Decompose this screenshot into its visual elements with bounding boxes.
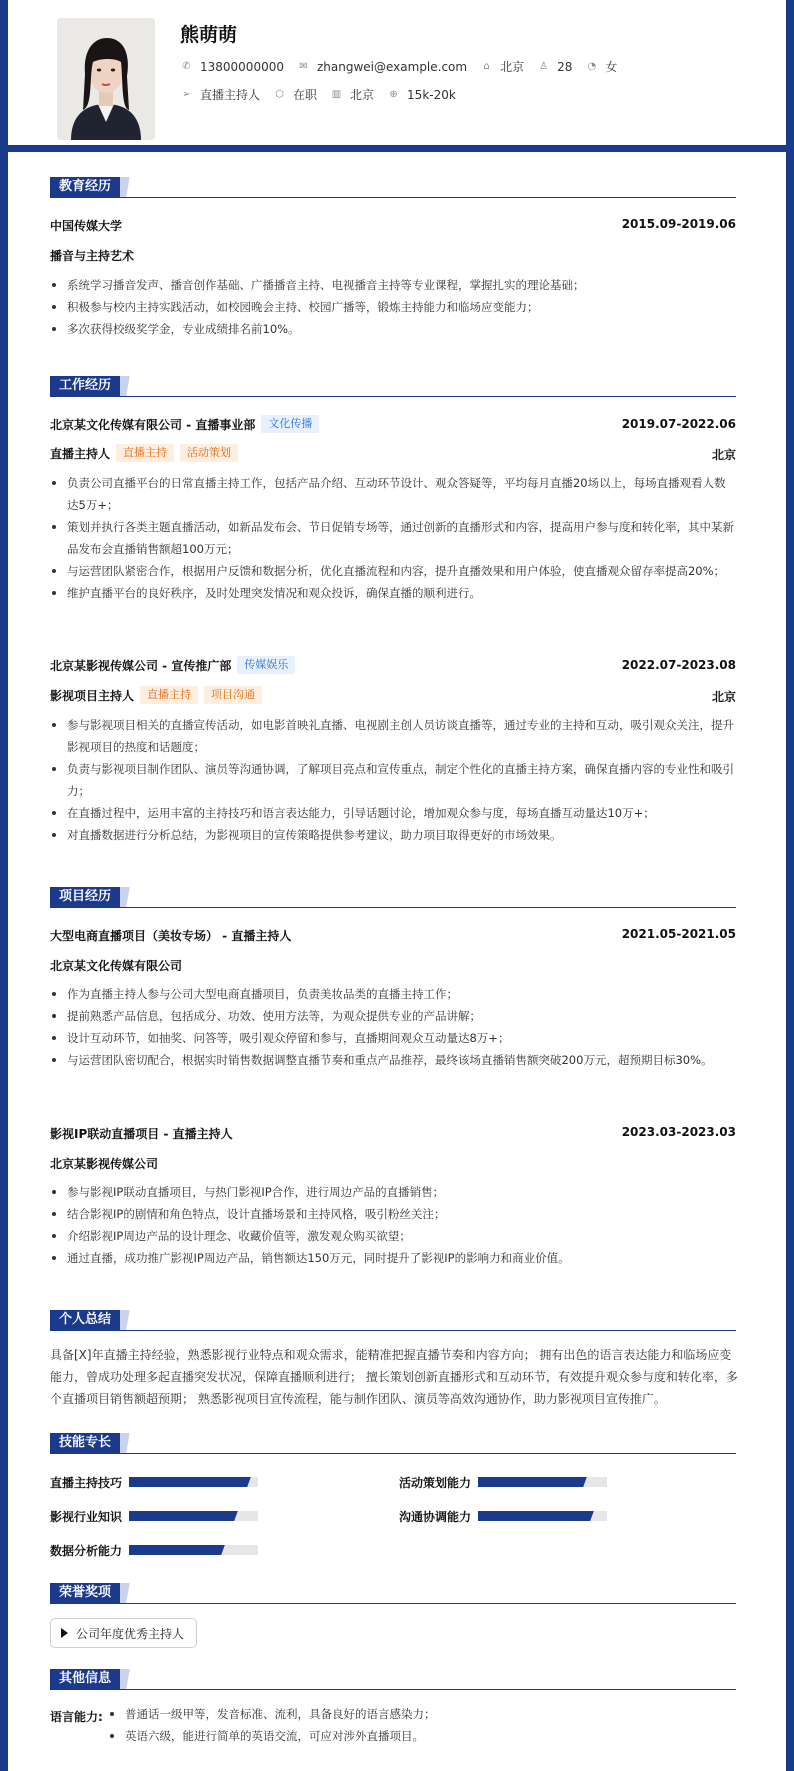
project-1-org: 北京某文化传媒有限公司 [50,959,183,973]
skill-bar-fill [129,1511,232,1521]
education-date: 2015.09-2019.06 [621,217,736,231]
section-work-header [50,375,736,397]
list-item: 设计互动环节，如抽奖、问答等，吸引观众停留和参与，直播期间观众互动量达8万+； [50,1027,736,1049]
list-item: 对直播数据进行分析总结，为影视项目的宣传策略提供参考建议，助力项目取得更好的市场效果。 [50,824,736,846]
project-2-title: 影视IP联动直播项目 - 直播主持人 [50,1127,233,1141]
section-title: 项目经历 [50,887,120,907]
skill-name: 沟通协调能力 [399,1510,472,1524]
header-band [0,0,794,152]
gender: 女 [605,60,618,74]
mail-icon: ✉ [299,61,308,72]
age: 28 [557,59,573,74]
skill-tag: 直播主持 [116,444,174,462]
work-2-city: 北京 [711,690,736,704]
home-icon: ⌂ [483,61,490,72]
skill-bar [129,1477,258,1487]
section-skills-header [50,1432,736,1454]
industry-tag: 传媒娱乐 [237,656,295,674]
candidate-name: 熊萌萌 [180,24,238,46]
gender-icon: ◔ [587,61,597,72]
section-title: 技能专长 [50,1433,120,1453]
work-2-bullets [50,714,736,846]
work-1-bullets [50,472,736,604]
section-project-header [50,886,736,908]
status-icon: ⬡ [275,89,284,100]
section-title: 教育经历 [50,177,120,197]
other-bullets [108,1703,728,1747]
education-bullets [50,274,736,340]
list-item: 与运营团队紧密合作，根据用户反馈和数据分析，优化直播流程和内容，提升直播效果和用户体验，使直播观众留存率提高20%； [50,560,736,582]
contact-row [180,58,630,75]
skill-bar [129,1545,258,1555]
work-1-company-row [50,415,319,433]
project-1-bullets [50,983,736,1071]
work-2-date: 2022.07-2023.08 [621,658,736,672]
skill-name: 影视行业知识 [50,1510,123,1524]
job-intent-row [180,86,469,103]
age-icon: ♙ [539,61,549,72]
building-icon: ▥ [331,89,342,100]
profile-photo [57,18,155,140]
summary-text: 具备[X]年直播主持经验，熟悉影视行业特点和观众需求，能精准把握直播节奏和内容方向； 拥有出色的语言表达能力和临场应变能力，曾成功处理多起直播突发状况，保障直播顺利进行； 擅长策划创新直播形式和互动环节，有效提升观众参与度和转化率，多个直播项目销售额超预期； 熟悉影视项目宣传流程，能与制作团队、演员等高效沟通协作，助力影视项目宣传推广。 [50,1348,738,1406]
skill-tag: 项目沟通 [204,686,262,704]
section-title: 其他信息 [50,1669,120,1689]
honor-label: 公司年度优秀主持人 [76,1626,185,1641]
list-item: 在直播过程中，运用丰富的主持技巧和语言表达能力，引导话题讨论，增加观众参与度，每场直播互动量达10万+； [50,802,736,824]
list-item: 系统学习播音发声、播音创作基础、广播播音主持、电视播音主持等专业课程，掌握扎实的理论基础； [50,274,736,296]
project-2-bullets [50,1181,736,1269]
section-honors-header [50,1582,736,1604]
role-title: 直播主持人 [50,446,111,461]
list-item: 提前熟悉产品信息，包括成分、功效、使用方法等，为观众提供专业的产品讲解； [50,1005,736,1027]
project-2-date: 2023.03-2023.03 [621,1125,736,1139]
section-title: 个人总结 [50,1310,120,1330]
skill-bar [478,1511,607,1521]
skill-bar [478,1477,607,1487]
work-2-role-row [50,686,262,704]
company-name: 北京某文化传媒有限公司 - 直播事业部 [50,417,256,432]
list-item: 策划并执行各类主题直播活动，如新品发布会、节日促销专场等，通过创新的直播形式和内容，提高用户参与度和转化率，其中某新品发布会直播销售额超100万元； [50,516,736,560]
salary-icon: ⊕ [389,89,398,100]
skill-bar [129,1511,258,1521]
school-name: 中国传媒大学 [50,219,123,233]
work-2-company-row [50,656,295,674]
section-summary-header [50,1309,736,1331]
work-1-role-row [50,444,238,462]
skill-name: 活动策划能力 [399,1476,472,1490]
section-other-header [50,1668,736,1690]
header-card [8,0,786,145]
project-1-date: 2021.05-2021.05 [621,927,736,941]
honor-item[interactable] [50,1618,197,1648]
list-item: 负责与影视项目制作团队、演员等沟通协调，了解项目亮点和宣传重点，制定个性化的直播主持方案，确保直播内容的专业性和吸引力； [50,758,736,802]
list-item: 作为直播主持人参与公司大型电商直播项目，负责美妆品类的直播主持工作； [50,983,736,1005]
list-item: 介绍影视IP周边产品的设计理念、收藏价值等，激发观众购买欲望； [50,1225,736,1247]
list-item: 多次获得校级奖学金，专业成绩排名前10%。 [50,318,736,340]
salary: 15k-20k [407,87,456,102]
phone-number: 13800000000 [200,59,284,74]
list-item: 负责公司直播平台的日常直播主持工作，包括产品介绍、互动环节设计、观众答疑等，平均每月直播20场以上，每场直播观看人数达5万+； [50,472,736,516]
role-title: 影视项目主持人 [50,688,135,703]
industry-tag: 文化传播 [261,415,319,433]
project-1-title: 大型电商直播项目（美妆专场） - 直播主持人 [50,929,292,943]
company-name: 北京某影视传媒公司 - 宣传推广部 [50,658,232,673]
project-2-org: 北京某影视传媒公司 [50,1157,159,1171]
section-education-header [50,176,736,198]
other-label: 语言能力: [50,1710,103,1724]
list-item: 英语六级，能进行简单的英语交流，可应对涉外直播项目。 [108,1725,728,1747]
list-item: 与运营团队密切配合，根据实时销售数据调整直播节奏和重点产品推荐，最终该场直播销售额突破200万元，超预期目标30%。 [50,1049,736,1071]
section-title: 荣誉奖项 [50,1583,120,1603]
work-1-city: 北京 [711,448,736,462]
major: 播音与主持艺术 [50,249,135,263]
target-city: 北京 [350,88,375,102]
phone-icon: ✆ [182,61,191,72]
list-item: 通过直播，成功推广影视IP周边产品，销售额达150万元，同时提升了影视IP的影响力和商业价值。 [50,1247,736,1269]
skill-tag: 活动策划 [180,444,238,462]
skill-tag: 直播主持 [140,686,198,704]
list-item: 参与影视IP联动直播项目，与热门影视IP合作，进行周边产品的直播销售； [50,1181,736,1203]
email-address: zhangwei@example.com [316,59,468,74]
skill-bar-fill [478,1511,588,1521]
city: 北京 [500,60,525,74]
section-title: 工作经历 [50,376,120,396]
skill-bar-fill [129,1545,219,1555]
skill-name: 数据分析能力 [50,1544,123,1558]
list-item: 结合影视IP的剧情和角色特点，设计直播场景和主持风格，吸引粉丝关注； [50,1203,736,1225]
list-item: 普通话一级甲等，发音标准、流利，具备良好的语言感染力； [108,1703,728,1725]
play-icon [61,1628,68,1638]
skill-bar-fill [129,1477,245,1487]
job-status: 在职 [293,88,318,102]
work-1-date: 2019.07-2022.06 [621,417,736,431]
list-item: 参与影视项目相关的直播宣传活动，如电影首映礼直播、电视剧主创人员访谈直播等，通过专业的主持和互动，吸引观众关注，提升影视项目的热度和话题度； [50,714,736,758]
skill-bar-fill [478,1477,581,1487]
send-icon: ➢ [182,89,191,100]
skill-name: 直播主持技巧 [50,1476,123,1490]
list-item: 维护直播平台的良好秩序，及时处理突发情况和观众投诉，确保直播的顺利进行。 [50,582,736,604]
list-item: 积极参与校内主持实践活动，如校园晚会主持、校园广播等，锻炼主持能力和临场应变能力； [50,296,736,318]
job-title: 直播主持人 [200,88,261,102]
